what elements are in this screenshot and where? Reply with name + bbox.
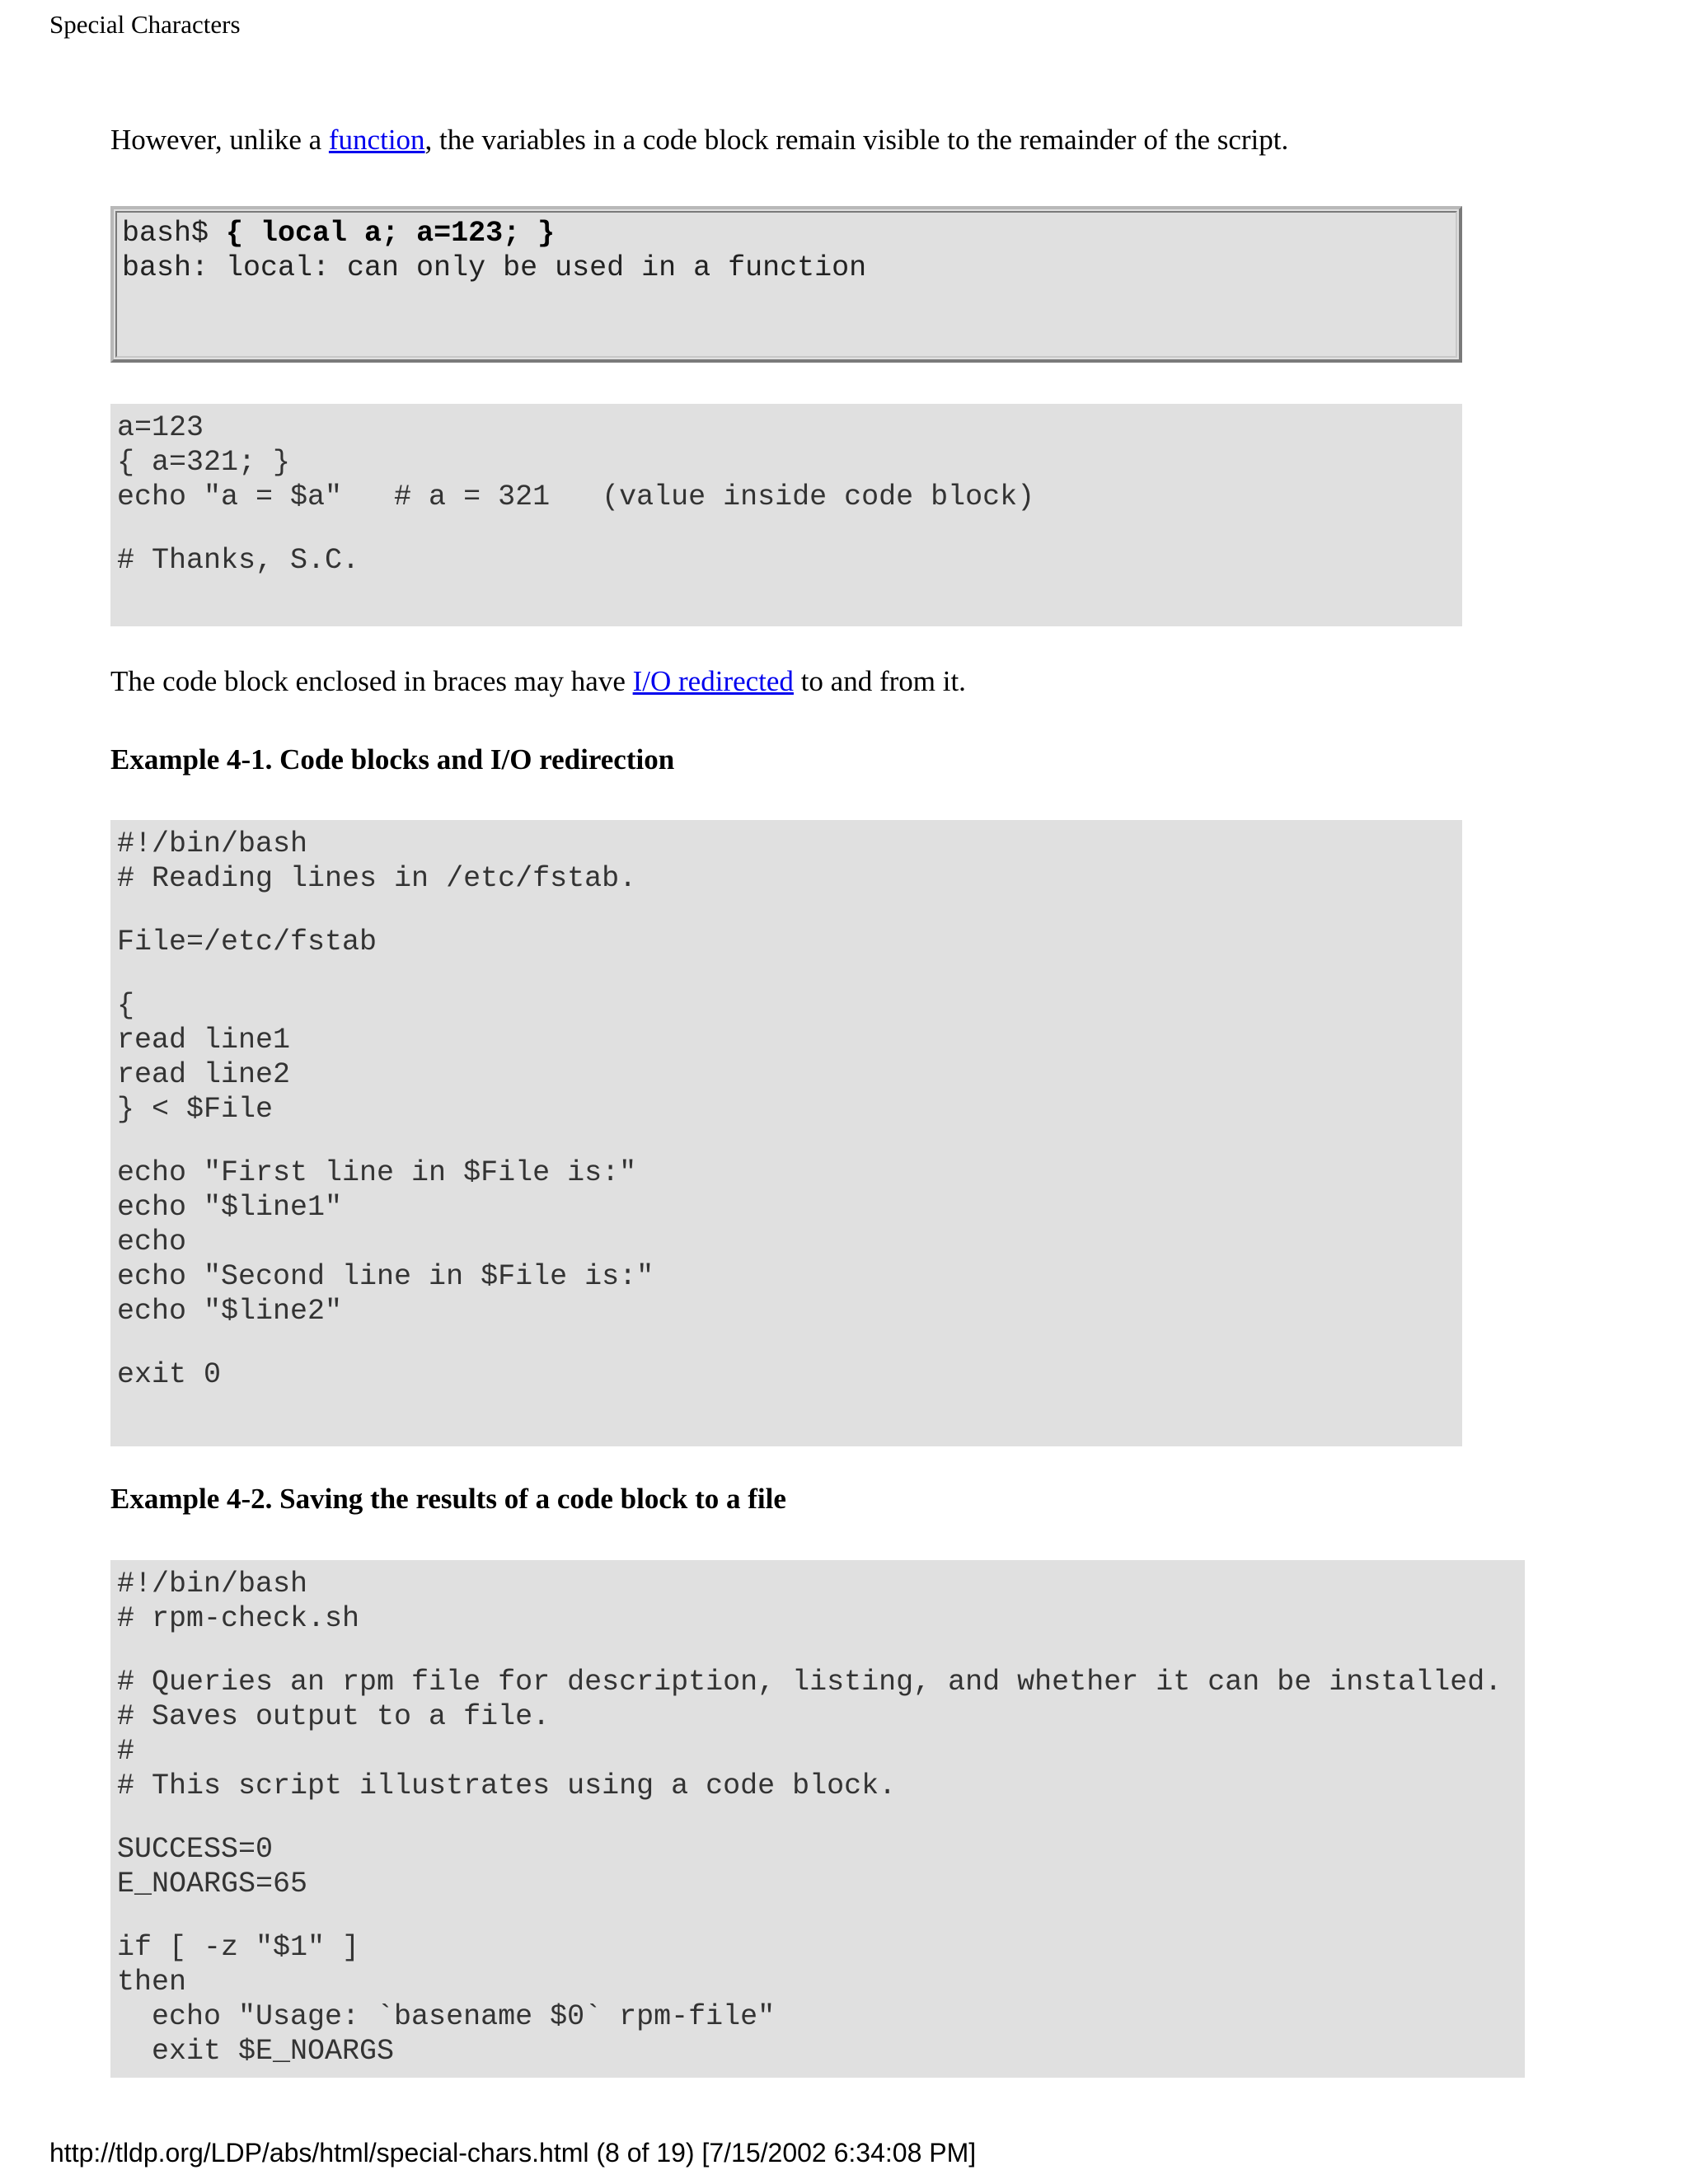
code-line: E_NOARGS=65	[117, 1868, 308, 1900]
code-line: echo "Second line in $File is:"	[117, 1260, 654, 1293]
code-line: # Queries an rpm file for description, listing, and whether it can be installed.	[117, 1666, 1503, 1699]
example-4-2-title: Example 4-2. Saving the results of a code block to a file	[110, 1483, 786, 1515]
code-line: # Reading lines in /etc/fstab.	[117, 862, 637, 895]
code-gap	[117, 1803, 1518, 1832]
paragraph-io-redirection	[110, 663, 966, 700]
paragraph-text: to and from it.	[793, 665, 966, 697]
screen-output: bash: local: can only be used in a function	[122, 251, 867, 284]
code-line: # Thanks, S.C.	[117, 544, 360, 577]
screen-command: { local a; a=123; }	[226, 217, 556, 250]
paragraph-text: The code block enclosed in braces may have	[110, 665, 633, 697]
code-block-scope-example	[110, 404, 1462, 626]
code-line: } < $File	[117, 1093, 274, 1126]
code-line: File=/etc/fstab	[117, 926, 377, 958]
code-line: echo "a = $a" # a = 321 (value inside code block)	[117, 480, 1035, 513]
code-line: a=123	[117, 411, 204, 444]
code-line: read line2	[117, 1058, 291, 1091]
code-line: echo	[117, 1226, 187, 1258]
code-line: echo "$line2"	[117, 1295, 343, 1328]
code-line: #!/bin/bash	[117, 827, 308, 860]
screen-example	[110, 206, 1462, 363]
example-4-1-title: Example 4-1. Code blocks and I/O redirection	[110, 743, 675, 776]
code-line: exit $E_NOARGS	[117, 2035, 395, 2068]
paragraph-text: , the variables in a code block remain visible to the remainder of the script.	[424, 124, 1289, 156]
code-line: echo "Usage: `basename $0` rpm-file"	[117, 2000, 776, 2033]
code-line: # This script illustrates using a code block.	[117, 1769, 897, 1802]
code-line: # rpm-check.sh	[117, 1602, 360, 1635]
code-line: #!/bin/bash	[117, 1568, 308, 1601]
code-line: SUCCESS=0	[117, 1833, 274, 1866]
screen-prompt: bash$	[122, 217, 227, 250]
code-line: read line1	[117, 1024, 291, 1057]
code-line: exit 0	[117, 1358, 222, 1391]
code-line: if [ -z "$1" ]	[117, 1931, 360, 1964]
paragraph-text: However, unlike a	[110, 124, 329, 156]
code-gap	[117, 1901, 1518, 1930]
code-line: # Saves output to a file.	[117, 1700, 551, 1733]
code-gap	[117, 1127, 1456, 1155]
page-footer-url: http://tldp.org/LDP/abs/html/special-chars.html (8 of 19) [7/15/2002 6:34:08 PM]	[49, 2138, 977, 2168]
code-gap	[117, 514, 1456, 543]
function-link[interactable]: function	[328, 124, 425, 156]
code-line: echo "$line1"	[117, 1191, 343, 1224]
paragraph-code-block-scope	[110, 122, 1288, 158]
code-gap	[117, 1329, 1456, 1357]
code-gap	[117, 896, 1456, 925]
code-line: then	[117, 1966, 187, 1999]
screen-inner	[115, 211, 1457, 358]
code-gap	[117, 1636, 1518, 1665]
code-line: {	[117, 989, 135, 1022]
code-line: #	[117, 1735, 135, 1768]
screen-prompt-line	[122, 216, 1451, 251]
io-redirected-link[interactable]: I/O redirected	[632, 665, 794, 697]
code-line: { a=321; }	[117, 446, 291, 479]
code-line: echo "First line in $File is:"	[117, 1156, 637, 1189]
example-4-1-code	[110, 820, 1462, 1446]
page-header-title: Special Characters	[49, 10, 241, 39]
example-4-2-code	[110, 1560, 1525, 2078]
code-gap	[117, 959, 1456, 988]
